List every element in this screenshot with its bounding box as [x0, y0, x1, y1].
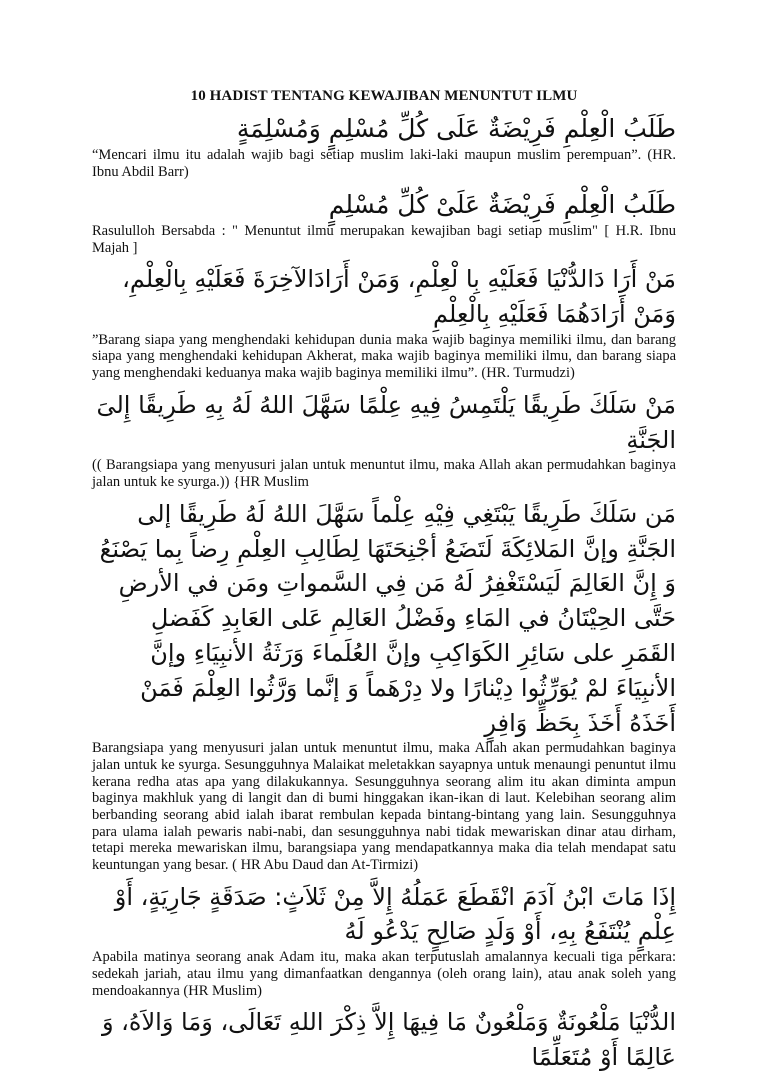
hadith-6 [92, 880, 676, 1000]
hadith-5-arabic: مَن سَلَكَ طَرِيقًا يَبْتَغِي فِيْهِ عِلْماً سَهَّلَ اللهُ لَهُ طَرِيقًا إلى الجَنَّةِ وإنَّ المَلائِكَةَ لَتَضَعُ أجْنِحَتَهَا لِطَالِبِ العِلْمِ رِضاً بِما يَصْنَعُ وَ إِنَّ العَالِمَ لَيَسْتَغْفِرُ لَهُ مَن فِي السَّمواتِ ومَن في الأرضِ حَتَّى الحِيْتَانُ في المَاءِ وفَضْلُ العَالِمِ عَلى العَابِدِ كَفَضلِ القَمَرِ على سَائِرِ الكَوَاكِبِ وإنَّ العُلَماءَ وَرَثَةُ الأنبِيَاءِ وإنَّ الأنبِيَاءَ لمْ يُوَرِّثُوا دِيْنارًا ولا دِرْهَماً وَ إنَّما وَرَّثُوا العِلْمَ فَمَنْ أَخَذَهُ أَخَذَ بِحَظٍّ وَافِرٍ [99, 499, 676, 737]
hadith-2 [92, 187, 676, 257]
hadith-4 [92, 388, 676, 491]
hadith-6-arabic: إِذَا مَاتَ ابْنُ آدَمَ انْقَطَعَ عَمَلُهُ إِلاَّ مِنْ ثَلاَثٍ: صَدَقَةٍ جَارِيَةٍ، أَوْ عِلْمٍ يُنْتَفَعُ بِهِ، أَوْ وَلَدٍ صَالِحٍ يَدْعُو لَهُ [114, 882, 676, 946]
hadith-2-translation: Rasululloh Bersabda : " Menuntut ilmu merupakan kewajiban bagi setiap muslim" [ H.R. Ibnu Majah ] [92, 222, 676, 256]
hadith-1-translation: “Mencari ilmu itu adalah wajib bagi setiap muslim laki-laki maupun muslim perempuan”. (HR. Ibnu Abdil Barr) [92, 147, 676, 180]
hadith-4-translation: (( Barangsiapa yang menyusuri jalan untuk menuntut ilmu, maka Allah akan permudahkan baginya jalan untuk ke syurga.)) {HR Muslim [92, 457, 676, 491]
hadith-3-arabic: مَنْ أَرَا دَالدُّنْيَا فَعَلَيْهِ بِا لْعِلْمِ، وَمَنْ أَرَادَالآخِرَةَ فَعَلَيْهِ بِالْعِلْمِ، وَمَنْ أَرَادَهُمَا فَعَلَيْهِ بِالْعِلْمِ [122, 265, 676, 328]
hadith-7 [92, 1005, 676, 1075]
hadith-3-translation: ”Barang siapa yang menghendaki kehidupan dunia maka wajib baginya memiliki ilmu, dan barang siapa yang menghendaki kehidupan Akherat, maka wajib baginya memiliki ilmu, dan barang siapa yang menghendaki keduanya maka wajib baginya memiliki ilmu”. (HR. Turmudzi) [92, 331, 676, 382]
hadith-4-arabic: مَنْ سَلَكَ طَرِيقًا يَلْتَمِسُ فِيهِ عِلْمًا سَهَّلَ اللهُ لَهُ بِهِ طَرِيقًا إِلىَ الجَنَّةِ [96, 390, 676, 454]
document-title: 10 HADIST TENTANG KEWAJIBAN MENUNTUT ILMU [190, 88, 578, 104]
hadith-2-arabic: طَلَبُ الْعِلْمِ فَرِيْضَةٌ عَلَىْ كُلِّ مُسْلِمٍ [328, 189, 676, 219]
hadith-5-translation: Barangsiapa yang menyusuri jalan untuk menuntut ilmu, maka Allah akan permudahkan baginya jalan untuk ke syurga. Sesungguhnya Malaikat meletakkan sayapnya untuk menaungi penuntut ilmu kerana redha atas apa yang dilakukannya. Sesungguhnya seorang alim itu akan diminta ampun baginya makhluk yang di langit dan di bumi hinggakan ikan-ikan di laut. Kelebihan seorang alim berbanding seorang abid ialah ibarat rembulan kepada bintang-bintang yang lain. Sesungguhnya para ulama ialah pewaris nabi-nabi, dan sesungguhnya nabi tidak mewariskan dinar atau dirham, tetapi mereka mewariskan ilmu, barangsiapa yang mendapatkannya maka dia telah mendapat satu keuntungan yang besar. ( HR Abu Daud dan At-Tirmizi) [92, 740, 676, 874]
hadith-5 [92, 497, 676, 874]
hadith-1 [92, 111, 676, 181]
hadith-7-arabic: الدُّنْيَا مَلْعُونَةٌ وَمَلْعُونٌ مَا فِيهَا إِلاَّ ذِكْرَ اللهِ تَعَالَى، وَمَا وَالاَهُ، وَ عَالِمًا أَوْ مُتَعَلِّمًا [101, 1008, 676, 1072]
hadith-1-arabic: طَلَبُ الْعِلْمِ فَرِيْضَةٌ عَلَى كُلِّ مُسْلِمٍ وَمُسْلِمَةٍ [236, 114, 676, 143]
hadith-6-translation: Apabila matinya seorang anak Adam itu, maka akan terputuslah amalannya kecuali tiga perkara: sedekah jariah, atau ilmu yang dimanfaatkan dengannya (oleh orang lain), atau anak soleh yang mendoakannya (HR Muslim) [92, 949, 676, 999]
hadith-3 [92, 262, 676, 382]
